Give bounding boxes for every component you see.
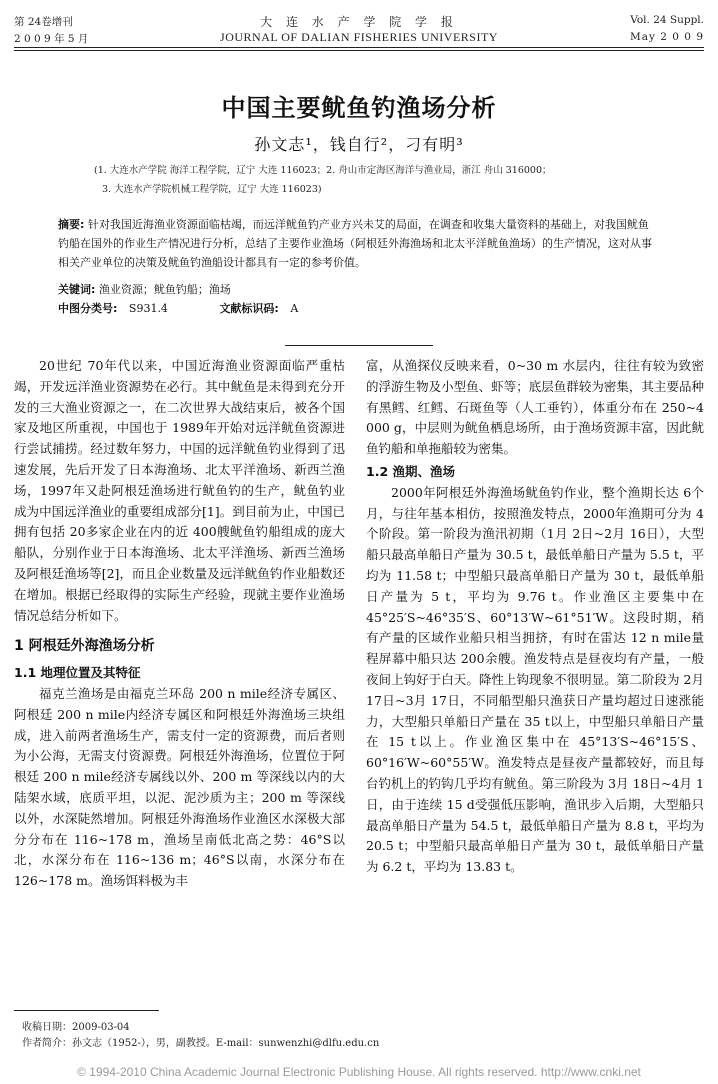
date-en: May 2 0 0 9 — [629, 31, 704, 43]
clc-value: S931.4 — [128, 302, 168, 315]
subsection-heading-1-2: 1.2 渔期、渔场 — [366, 463, 455, 479]
affiliation-line-1: (1. 大连水产学院 海洋工程学院，辽宁 大连 116023；2. 舟山市定海区海洋与渔业局，浙江 舟山 316000； — [94, 165, 552, 176]
author-list: 孙文志¹，钱自行²，刁有明³ — [254, 135, 464, 154]
received-date: 收稿日期：2009-03-04 — [22, 1022, 130, 1033]
subsection-heading-1-1: 1.1 地理位置及其特征 — [14, 665, 141, 681]
keywords-text: 渔业资源；鱿鱼钓船；渔场 — [98, 283, 231, 296]
copyright-notice: © 1994-2010 China Academic Journal Electronic Publishing House. All rights reserved. http://www.cnki.net — [77, 1065, 641, 1079]
article-title: 中国主要鱿鱼钓渔场分析 — [221, 94, 497, 122]
journal-title-en: JOURNAL OF DALIAN FISHERIES UNIVERSITY — [220, 30, 498, 44]
clc-label: 中图分类号: — [58, 302, 118, 315]
intro-paragraph: 20世纪 70年代以来，中国近海渔业资源面临严重枯竭，开发远洋渔业资源势在必行。其中鱿鱼是未得到充分开发的三大渔业资源之一，在二次世界大战结束后，被各个国家及地区所重视，中国也于 1989年开始对远洋鱿鱼资源进行尝试捕捞。经过数年努力，中国的远洋鱿鱼钓业得到了迅速发展，先后开发了日本海渔场、北太平洋渔场、新西兰渔场，1997年又赴阿根廷渔场进行鱿鱼钓的生产，鱿鱼钓业成为中国远洋渔业的重要组成部分[1]。到目前为止，中国已拥有包括 20多家企业在内的近 400艘鱿鱼钓船组成的庞大船队，分别作业于日本海渔场、北太平洋渔场、新西兰渔场及阿根廷渔场等[2]，而且企业数量及远洋鱿鱼钓作业船数还在增加。根据已经取得的实际生产经验，现就主要作业渔场情况总结分析如下。 — [14, 358, 345, 623]
doc-code-value: A — [290, 302, 299, 315]
continued-paragraph: 富，从渔探仪反映来看，0~30 m 水层内，往往有较为致密的浮游生物及小型鱼、虾等；底层鱼群较为密集，其主要品种有黑鳕、红鳕、石斑鱼等（人工垂钓），体重分布在 250~4 000 g，中层则为鱿鱼栖息场所，由于渔场资源丰富，因此鱿鱼钓船和单拖船较为密集。 — [366, 358, 704, 457]
author-bio: 作者简介：孙文志（1952-），男，副教授。E-mail：sunwenzhi@dlfu.edu.cn — [22, 1038, 380, 1049]
footnote-rule — [14, 1010, 159, 1011]
keywords — [58, 280, 656, 299]
volume-en: Vol. 24 Suppl. — [630, 14, 704, 26]
right-column — [366, 356, 704, 878]
abstract-divider — [285, 345, 433, 346]
abstract — [58, 215, 656, 272]
section-heading-1: 1 阿根廷外海渔场分析 — [14, 638, 155, 655]
fishing-season-paragraph: 2000年阿根廷外海渔场鱿鱼钓作业，整个渔期长达 6个月，与往年基本相仿，按照渔发特点，2000年渔期可分为 4个阶段。第一阶段为渔汛初期（1月 2日~2月 16日），大型船只最高单船日产量为 30.5 t，最低单船日产量为 5.5 t，平均为 11.58 t；中型船只最高单船日产量为 30 t，最低单船日产量为 5 t，平均为 9.76 t。作业渔区主要集中在 45°25′S~46°35′S、60°13′W~61°51′W。这段时期，稍有产量的区域作业船只相当拥挤，有时在雷达 12 n mile量程屏幕中船只达 200余艘。渔发特点是昼夜均有产量，一般夜间上钩好于白天。降性上钩现象不很明显。第二阶段为 2月 17日~3月 17日，不同船型船只渔获日产量均超过日速涨能力，大型船只单船日产量在 35 t以上，中型船只单船日产量在 15 t以上。作业渔区集中在 45°13′S~46°15′S、60°16′W~60°55′W。渔发特点是昼夜产量都较好，而且每台钓机上的钓钩几乎均有鱿鱼。第三阶段为 3月 18日~4月 1日，由于连续 15 d受强低压影响，渔讯步入后期，大型船只最高单船日产量为 54.5 t，最低单船日产量为 8.8 t，平均为 20.5 t；中型船只最高单船日产量为 30 t，最低单船日产量为 6.2 t，平均为 13.83 t。 — [366, 484, 704, 875]
left-column — [14, 356, 345, 892]
affiliation-line-2: 3. 大连水产学院机械工程学院，辽宁 大连 116023) — [102, 184, 322, 195]
abstract-text: 针对我国近海渔业资源面临枯竭，而远洋鱿鱼钓产业方兴未艾的局面，在调查和收集大量资料的基础上，对我国鱿鱼钓船在国外的作业生产情况进行分析，总结了主要作业渔场（阿根廷外海渔场和北太平洋鱿鱼渔场）的生产情况，这对从事相关产业单位的决策及鱿鱼钓渔船设计都具有一定的参考价值。 — [58, 218, 652, 269]
date-cn: 2 0 0 9 年 5 月 — [14, 33, 89, 45]
doc-code-label: 文献标识码: — [219, 302, 279, 315]
header-rule — [14, 47, 704, 48]
location-paragraph: 福克兰渔场是由福克兰环岛 200 n mile经济专属区、阿根廷 200 n mile内经济专属区和阿根廷外海渔场三块组成，进入前两者渔场生产，需支付一定的资源费，而后者则为小公海，无需支付资源费。阿根廷外海渔场，位置位于阿根廷 200 n mile经济专属线以外、200 m 等深线以内的大陆架水域，底质平坦，以泥、泥沙质为主；200 m 等深线以外，水深陡然增加。阿根廷外海渔场作业渔区水深极大部分分布在 116~178 m，渔场呈南低北高之势：46°S以北，水深分布在 116~136 m；46°S以南，水深分布在 126~178 m。渔场饵料极为丰 — [14, 685, 345, 889]
classification — [58, 299, 656, 318]
abstract-label: 摘要: — [58, 218, 85, 231]
header-rule-2 — [14, 50, 704, 51]
keywords-label: 关键词: — [58, 283, 96, 296]
volume-cn: 第 24卷增刊 — [14, 16, 73, 28]
journal-title-cn: 大 连 水 产 学 院 学 报 — [260, 15, 458, 29]
